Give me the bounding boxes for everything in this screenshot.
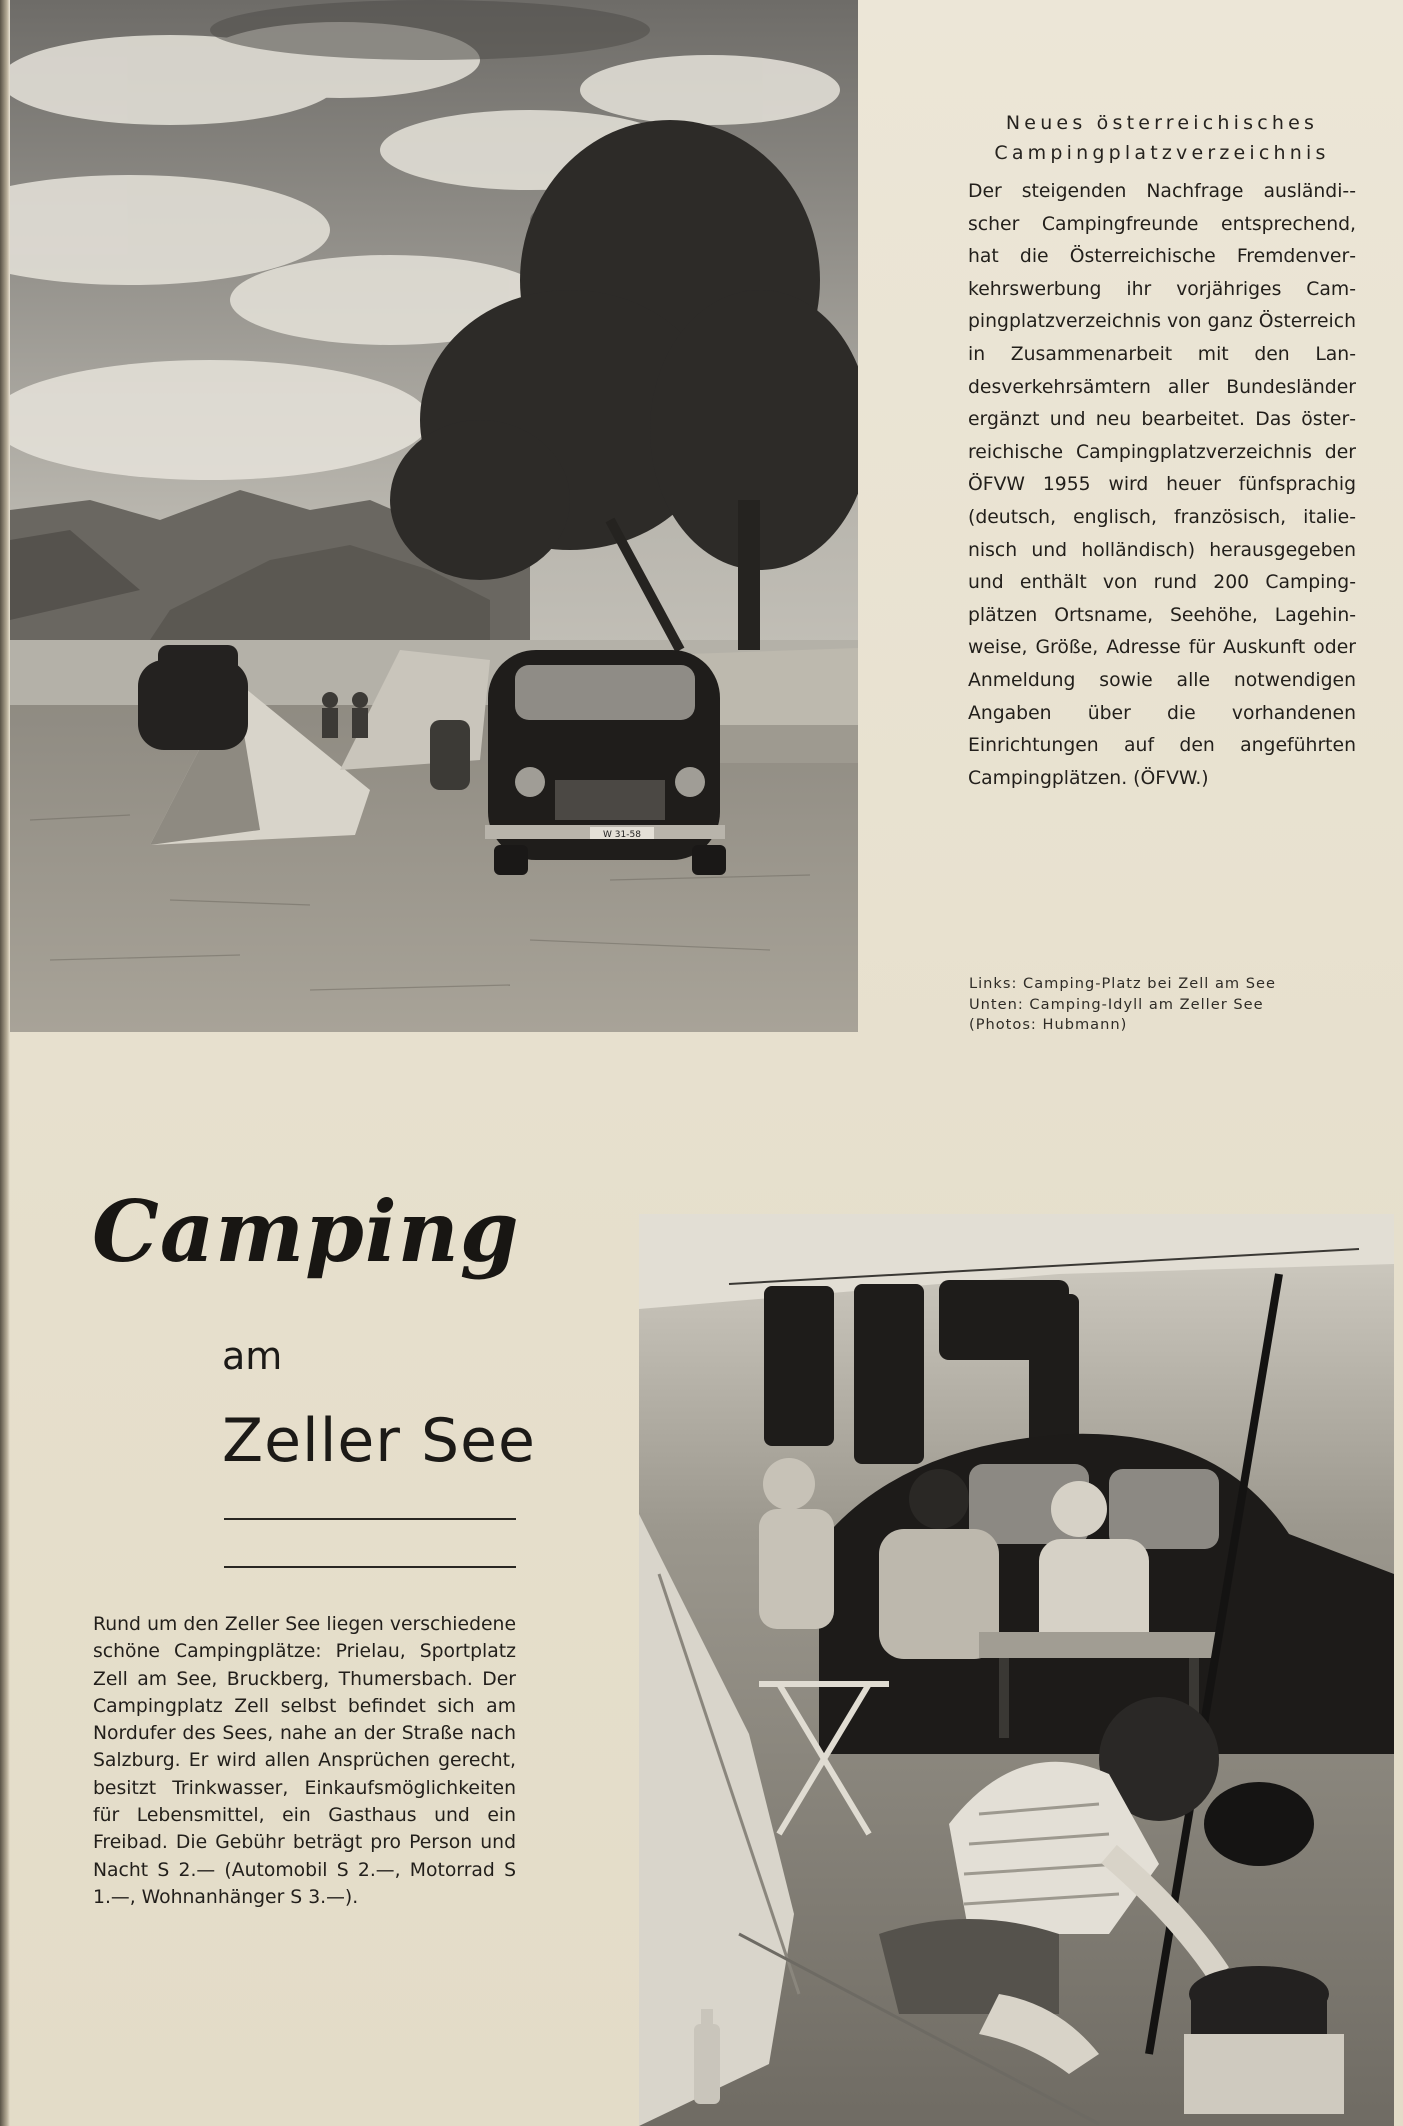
title-rule-upper — [224, 1518, 516, 1520]
title-camping: Camping — [92, 1182, 520, 1281]
page-spine-shadow — [0, 0, 10, 2126]
sidebar-article — [968, 108, 1356, 795]
title-rule-lower — [224, 1566, 516, 1568]
sidebar-body: Der steigenden Nachfrage ausländi-scher Campingfreunde entsprechend, hat die Österreichische Fremdenverkehrswerbung ihr vorjähriges Campingplatzverzeichnis von ganz Österreich in Zusammenarbeit mit den Landesverkehrsämtern aller Bundesländer ergänzt und neu bearbeitet. Das österreichische Campingplatzverzeichnis der ÖFVW 1955 wird heuer fünfsprachig (deutsch, englisch, französisch, italienisch und holländisch) herausgegeben und enthält von rund 200 Campingplätzen Ortsname, Seehöhe, Lagehinweise, Größe, Adresse für Auskunft oder Anmeldung sowie alle notwendigen Angaben über die vorhandenen Einrichtungen auf den angeführten Campingplätzen. (ÖFVW.) — [968, 181, 1356, 789]
sidebar-heading-line1: Neues österreichisches — [1005, 112, 1319, 134]
caption-line-below: Unten: Camping-Idyll am Zeller See — [969, 995, 1264, 1013]
license-plate-text: W 31-58 — [603, 830, 641, 840]
photo-campsite-zell-am-see — [10, 0, 858, 1032]
caption-line-left: Links: Camping-Platz bei Zell am See — [969, 975, 1276, 992]
campsite-photo-drawing — [10, 0, 858, 1032]
photo-camping-idyll — [639, 1214, 1394, 2126]
title-am: am — [222, 1334, 283, 1378]
main-article-body: Rund um den Zeller See liegen verschiedene schöne Campingplätze: Prielau, Sportplatz Zell am See, Bruckberg, Thumersbach. Der Campingplatz Zell selbst befindet sich am Nordufer des Sees, nahe an der Straße nach Salzburg. Er wird allen Ansprüchen gerecht, besitzt Trinkwasser, Einkaufsmöglichkeiten für Lebensmittel, ein Gasthaus und ein Freibad. Die Gebühr beträgt pro Person und Nacht S 2.— (Automobil S 2.—, Motorrad S 1.—, Wohnanhänger S 3.—). — [93, 1614, 516, 1908]
title-zeller-see: Zeller See — [222, 1406, 536, 1476]
sidebar-heading-line2: Campingplatzverzeichnis — [994, 142, 1330, 164]
photo-caption — [969, 974, 1329, 1036]
caption-photo-credit: (Photos: Hubmann) — [969, 1016, 1128, 1033]
sidebar-heading — [968, 108, 1356, 168]
camping-idyll-photo-drawing — [639, 1214, 1394, 2126]
